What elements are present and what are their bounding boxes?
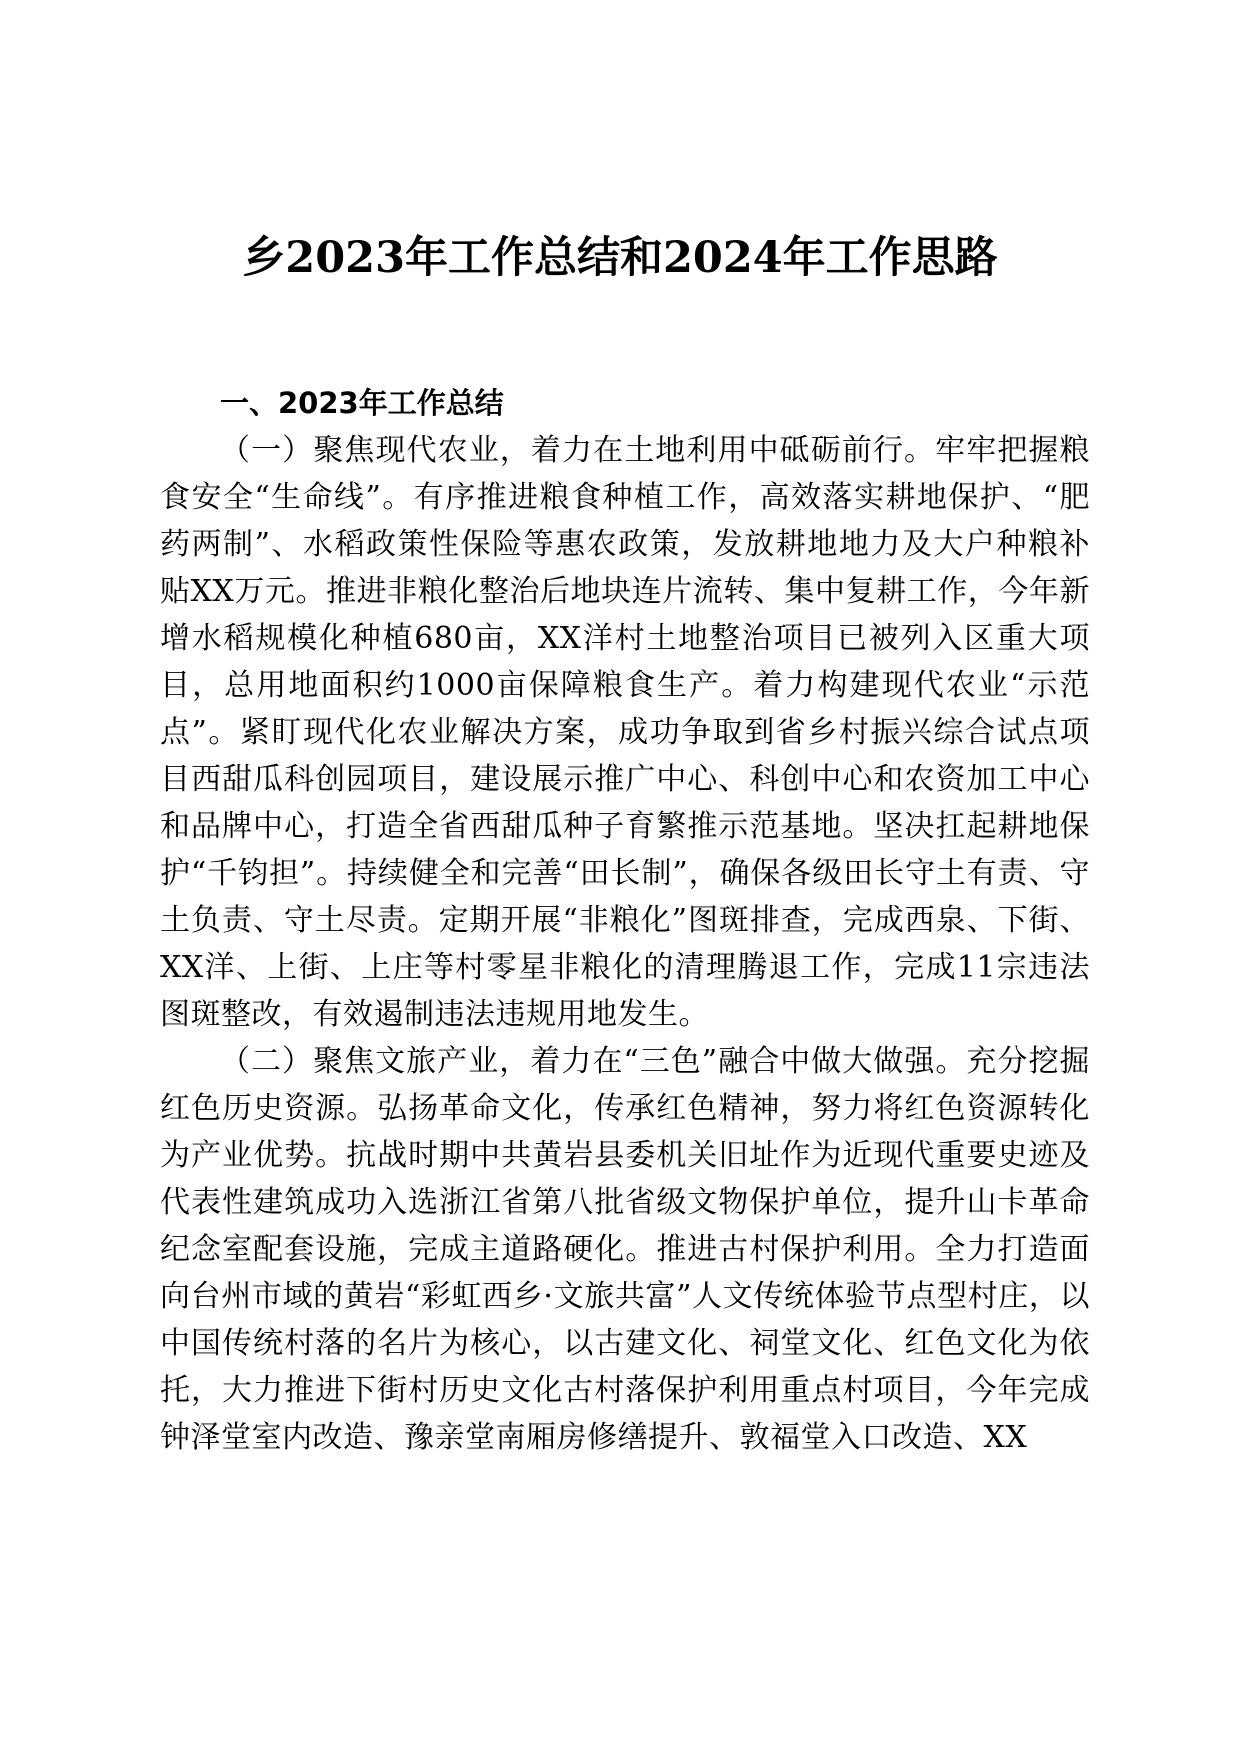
- paragraph-culture-tourism: [160, 1038, 1090, 1461]
- document-title: 乡2023年工作总结和2024年工作思路: [242, 233, 998, 283]
- paragraph-heading: （二）聚焦文旅产业，着力在“三色”融合中做大做强。: [220, 1044, 967, 1079]
- paragraph-heading: （一）聚焦现代农业，着力在土地利用中砥砺前行。: [220, 433, 936, 468]
- paragraph-body: 充分挖掘红色历史资源。弘扬革命文化，传承红色精神，努力将红色资源转化为产业优势。抗战时期中共黄岩县委机关旧址作为近现代重要史迹及代表性建筑成功入选浙江省第八批省级文物保护单位，提升山卡革命纪念室配套设施，完成主道路硬化。推进古村保护利用。全力打造面向台州市域的黄岩“彩虹西乡·文旅共富”人文传统体验节点型村庄，以中国传统村落的名片为核心，以古建文化、祠堂文化、红色文化为依托，大力推进下街村历史文化古村落保护利用重点村项目，今年完成钟泽堂室内改造、豫亲堂南厢房修缮提升、敦福堂入口改造、XX: [160, 1044, 1090, 1455]
- paragraph-body: 牢牢把握粮食安全“生命线”。有序推进粮食种植工作，高效落实耕地保护、“肥药两制”、水稻政策性保险等惠农政策，发放耕地地力及大户种粮补贴XX万元。推进非粮化整治后地块连片流转、集中复耕工作，今年新增水稻规模化种植680亩，XX洋村土地整治项目已被列入区重大项目，总用地面积约1000亩保障粮食生产。着力构建现代农业“示范点”。紧盯现代化农业解决方案，成功争取到省乡村振兴综合试点项目西甜瓜科创园项目，建设展示推广中心、科创中心和农资加工中心和品牌中心，打造全省西甜瓜种子育繁推示范基地。坚决扛起耕地保护“千钧担”。持续健全和完善“田长制”，确保各级田长守土有责、守土负责、守土尽责。定期开展“非粮化”图斑排查，完成西泉、下街、XX洋、上街、上庄等村零星非粮化的清理腾退工作，完成11宗违法图斑整改，有效遏制违法违规用地发生。: [160, 433, 1091, 1032]
- paragraph-agriculture: [160, 427, 1090, 1038]
- section-heading: 一、2023年工作总结: [220, 386, 504, 420]
- document-body: [160, 380, 1090, 1461]
